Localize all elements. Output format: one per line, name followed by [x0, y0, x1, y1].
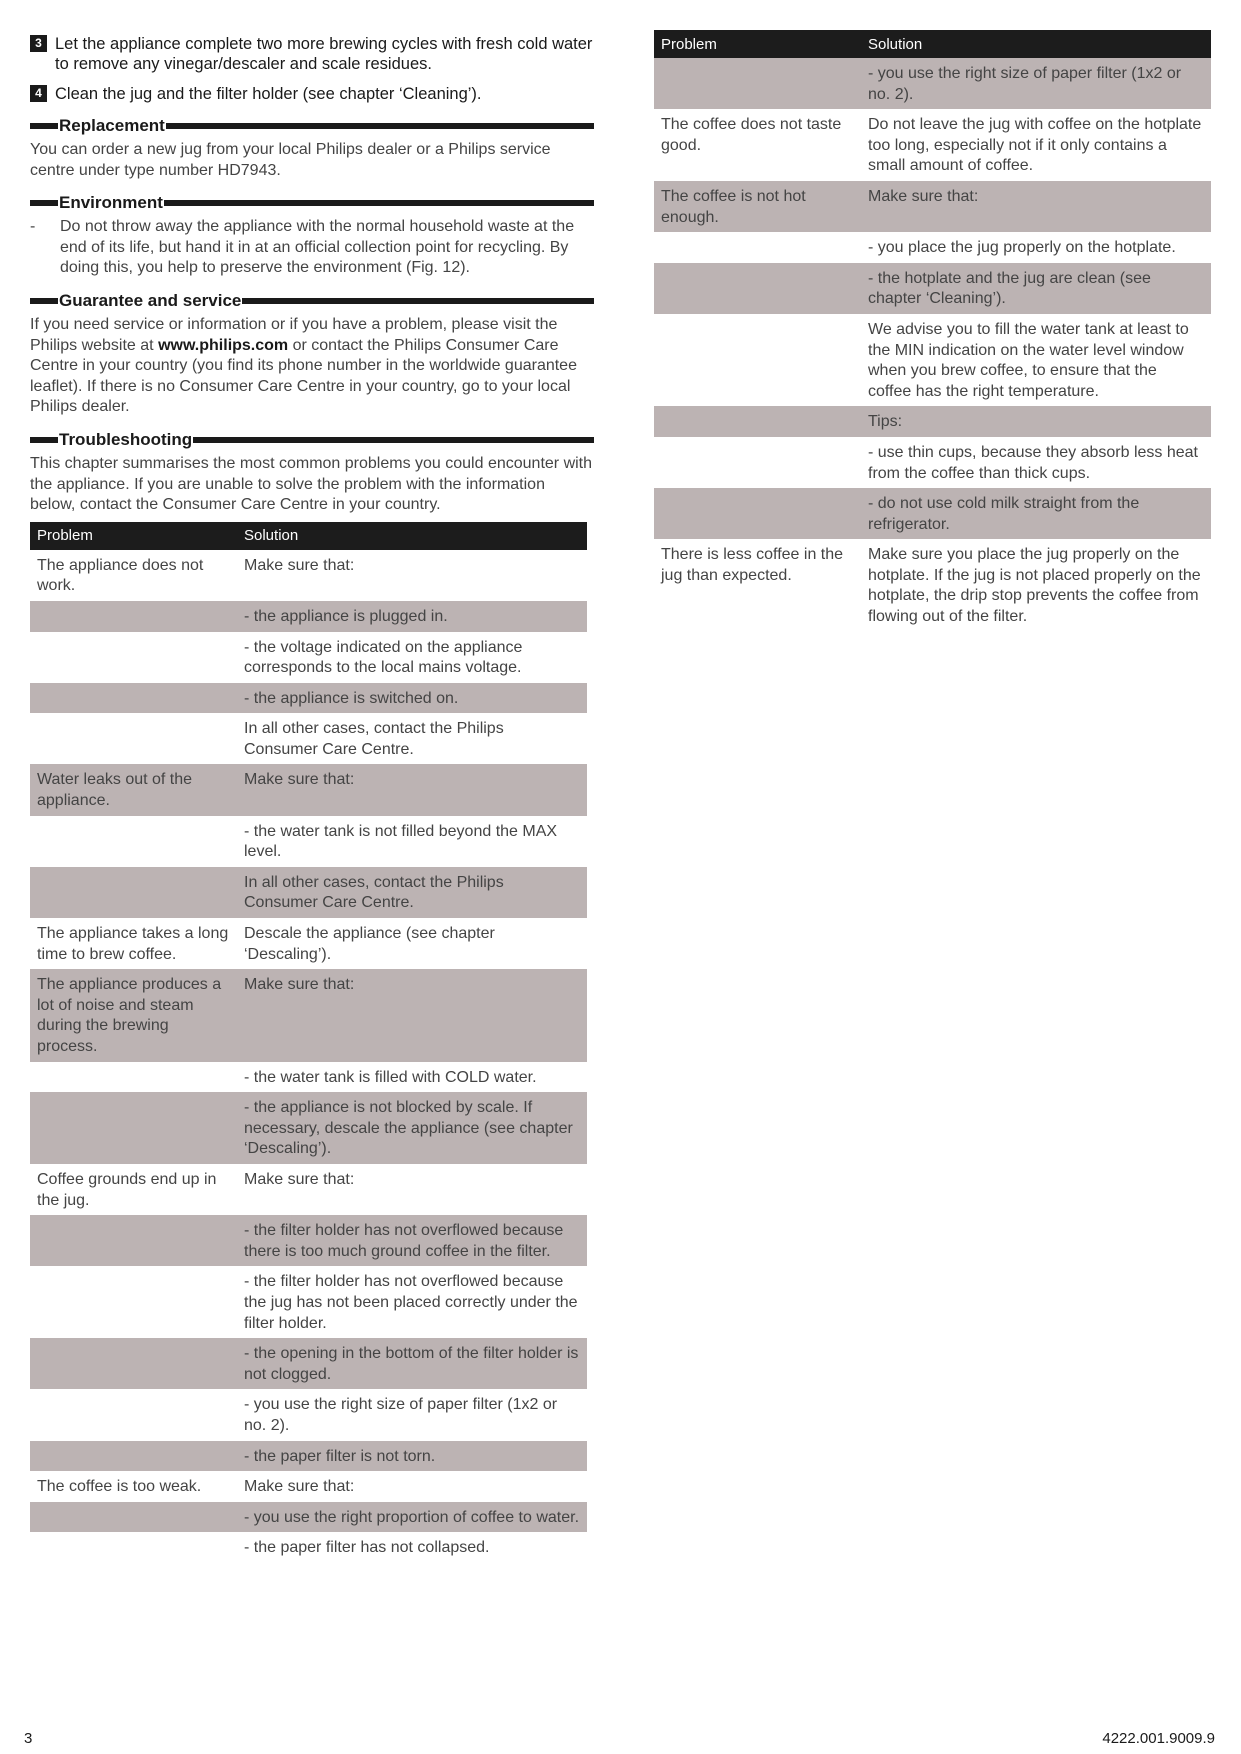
table-row	[654, 232, 1211, 263]
problem-cell	[30, 1215, 237, 1266]
step-number: 3	[30, 35, 47, 52]
solution-cell: Make sure that:	[244, 556, 355, 574]
table-row	[654, 181, 1211, 232]
solution-cell: - the paper filter is not torn.	[237, 1441, 587, 1472]
table-row	[30, 550, 587, 601]
section-heading-environment	[30, 193, 594, 213]
problem-cell	[654, 232, 861, 263]
table-row	[30, 601, 587, 632]
table-row	[30, 632, 587, 683]
solution-cell: Do not leave the jug with coffee on the hotplate too long, especially not if it only contains a small amount of coffee.	[868, 116, 1202, 175]
right-column	[654, 30, 1210, 632]
troubleshooting-table-continued	[654, 30, 1211, 632]
problem-cell	[30, 1441, 237, 1472]
guarantee-text-end: or contact the Philips Consumer Care Centre in your country (you find its phone number in the worldwide guarantee leaflet). If there is no Consumer Care Centre in your country, go to your local Philips dealer.	[30, 336, 577, 416]
bullet-text: Do not throw away the appliance with the normal household waste at the end of its life, but hand it in at an official collection point for recycling. By doing this, you help to preserve the environment (Fig. 12).	[60, 218, 575, 277]
problem-cell: The appliance does not work.	[37, 556, 204, 595]
section-heading-replacement	[30, 116, 594, 136]
heading-rule	[30, 123, 58, 129]
column-header-problem: Problem	[654, 30, 861, 58]
table-row	[30, 816, 587, 867]
table-row	[30, 1215, 587, 1266]
solution-cell: Make sure that:	[861, 181, 1211, 232]
problem-cell	[654, 437, 861, 488]
solution-cell: - the water tank is not filled beyond the MAX level.	[244, 822, 558, 861]
solution-cell: - you use the right proportion of coffee to water.	[237, 1502, 587, 1533]
table-row	[30, 764, 587, 815]
problem-cell	[30, 601, 237, 632]
table-row	[654, 109, 1211, 181]
problem-cell: The coffee is not hot enough.	[654, 181, 861, 232]
problem-cell	[654, 263, 861, 314]
troubleshooting-intro: This chapter summarises the most common problems you could encounter with the appliance. If you are unable to solve the problem with the information below, contact the Consumer Care Centre in your country.	[30, 454, 593, 514]
table-row	[30, 1164, 587, 1215]
table-row	[30, 918, 587, 969]
solution-cell: - you place the jug properly on the hotplate.	[868, 239, 1176, 257]
table-row	[30, 1441, 587, 1472]
table-header-row	[654, 30, 1211, 58]
table-row	[30, 683, 587, 714]
solution-cell: - the filter holder has not overflowed because the jug has not been placed correctly under the filter holder.	[244, 1273, 578, 1332]
solution-cell: In all other cases, contact the Philips Consumer Care Centre.	[237, 867, 587, 918]
solution-cell: - use thin cups, because they absorb less heat from the coffee than thick cups.	[868, 443, 1198, 482]
problem-cell	[30, 1389, 237, 1440]
table-row	[30, 1389, 587, 1440]
table-row	[654, 58, 1211, 109]
section-heading-guarantee	[30, 291, 594, 311]
solution-cell: Make sure that:	[237, 969, 587, 1061]
heading-rule	[242, 298, 594, 304]
table-row	[30, 867, 587, 918]
solution-cell: - the filter holder has not overflowed because there is too much ground coffee in the filter.	[237, 1215, 587, 1266]
table-row	[30, 1532, 587, 1563]
solution-cell: - you use the right size of paper filter (1x2 or no. 2).	[861, 58, 1211, 109]
table-row	[30, 1092, 587, 1164]
step-number: 4	[30, 85, 47, 102]
table-row	[30, 1062, 587, 1093]
philips-website-link[interactable]: www.philips.com	[158, 336, 289, 354]
problem-cell	[654, 406, 861, 437]
problem-cell	[30, 1338, 237, 1389]
solution-cell: - do not use cold milk straight from the refrigerator.	[861, 488, 1211, 539]
problem-cell	[30, 867, 237, 918]
problem-cell	[30, 1266, 237, 1338]
table-row	[654, 488, 1211, 539]
heading-rule	[30, 200, 58, 206]
heading-rule	[166, 123, 594, 129]
problem-cell	[654, 314, 861, 406]
problem-cell: The appliance takes a long time to brew coffee.	[37, 925, 229, 963]
problem-cell: The coffee is too weak.	[37, 1478, 202, 1496]
solution-cell: Make sure you place the jug properly on the hotplate. If the jug is not placed properly on the hotplate, the drip stop prevents the coffee from flowing out of the filter.	[868, 546, 1201, 626]
problem-cell	[30, 816, 237, 867]
table-row	[654, 437, 1211, 488]
replacement-text: You can order a new jug from your local Philips dealer or a Philips service centre under type number HD7943.	[30, 141, 551, 179]
table-row	[30, 1502, 587, 1533]
heading-rule	[164, 200, 594, 206]
bullet-dash: -	[30, 218, 36, 236]
table-row	[30, 969, 587, 1061]
table-row	[30, 1266, 587, 1338]
section-heading-troubleshooting	[30, 430, 594, 450]
table-row	[30, 713, 587, 764]
problem-cell: The appliance produces a lot of noise and steam during the brewing process.	[30, 969, 237, 1061]
problem-cell	[30, 1532, 237, 1563]
problem-cell: The coffee does not taste good.	[661, 116, 842, 154]
table-row	[654, 314, 1211, 406]
table-header-row	[30, 522, 587, 550]
table-row	[654, 263, 1211, 314]
table-row	[654, 539, 1211, 631]
problem-cell	[30, 683, 237, 714]
solution-cell: - the opening in the bottom of the filter holder is not clogged.	[237, 1338, 587, 1389]
problem-cell: Coffee grounds end up in the jug.	[37, 1170, 217, 1209]
solution-cell: - the appliance is plugged in.	[237, 601, 587, 632]
problem-cell	[30, 1502, 237, 1533]
heading-text: Troubleshooting	[59, 429, 193, 449]
table-row	[30, 1471, 587, 1502]
guarantee-text	[30, 315, 594, 418]
solution-cell: Descale the appliance (see chapter ‘Descaling’).	[244, 925, 495, 963]
problem-cell	[654, 58, 861, 109]
column-header-problem: Problem	[30, 522, 237, 550]
problem-cell	[30, 1062, 237, 1093]
solution-cell: - you use the right size of paper filter (1x2 or no. 2).	[244, 1396, 558, 1434]
column-header-solution: Solution	[237, 522, 587, 550]
heading-text: Guarantee and service	[59, 290, 242, 310]
solution-cell: Tips:	[861, 406, 1211, 437]
heading-text: Replacement	[59, 116, 165, 135]
troubleshooting-table	[30, 522, 587, 1563]
heading-rule	[30, 298, 58, 304]
problem-cell	[654, 488, 861, 539]
step-3	[30, 34, 594, 74]
column-header-solution: Solution	[861, 30, 1211, 58]
solution-cell: In all other cases, contact the Philips Consumer Care Centre.	[244, 720, 504, 758]
step-text: Let the appliance complete two more brewing cycles with fresh cold water to remove any vinegar/descaler and scale residues.	[55, 35, 593, 73]
solution-cell: - the hotplate and the jug are clean (see chapter ‘Cleaning’).	[861, 263, 1211, 314]
solution-cell: - the voltage indicated on the appliance corresponds to the local mains voltage.	[244, 638, 523, 677]
problem-cell	[30, 1092, 237, 1164]
heading-rule	[193, 437, 594, 443]
environment-bullet	[30, 217, 594, 279]
solution-cell: - the appliance is not blocked by scale. If necessary, descale the appliance (see chapter ‘Descaling’).	[237, 1092, 587, 1164]
solution-cell: Make sure that:	[244, 1478, 355, 1496]
table-row	[30, 1338, 587, 1389]
table-row	[654, 406, 1211, 437]
heading-rule	[30, 437, 58, 443]
heading-text: Environment	[59, 193, 163, 213]
left-column	[30, 34, 594, 1563]
solution-cell: Make sure that:	[244, 1170, 355, 1188]
solution-cell: Make sure that:	[237, 764, 587, 815]
solution-cell: - the appliance is switched on.	[237, 683, 587, 714]
problem-cell	[30, 632, 237, 683]
document-code: 4222.001.9009.9	[1102, 1730, 1215, 1747]
problem-cell: There is less coffee in the jug than expected.	[661, 546, 844, 584]
step-text: Clean the jug and the filter holder (see chapter ‘Cleaning’).	[55, 85, 482, 103]
page-number: 3	[24, 1730, 33, 1747]
guarantee-text-start: If you need service or information or if you have a problem, please visit the Philips website at	[30, 315, 558, 354]
step-4	[30, 84, 594, 104]
solution-cell: - the paper filter has not collapsed.	[244, 1539, 490, 1557]
problem-cell: Water leaks out of the appliance.	[30, 764, 237, 815]
solution-cell: - the water tank is filled with COLD water.	[244, 1068, 537, 1086]
problem-cell	[30, 713, 237, 764]
solution-cell: We advise you to fill the water tank at least to the MIN indication on the water level window when you brew coffee, to ensure that the coffee has the right temperature.	[868, 320, 1189, 400]
